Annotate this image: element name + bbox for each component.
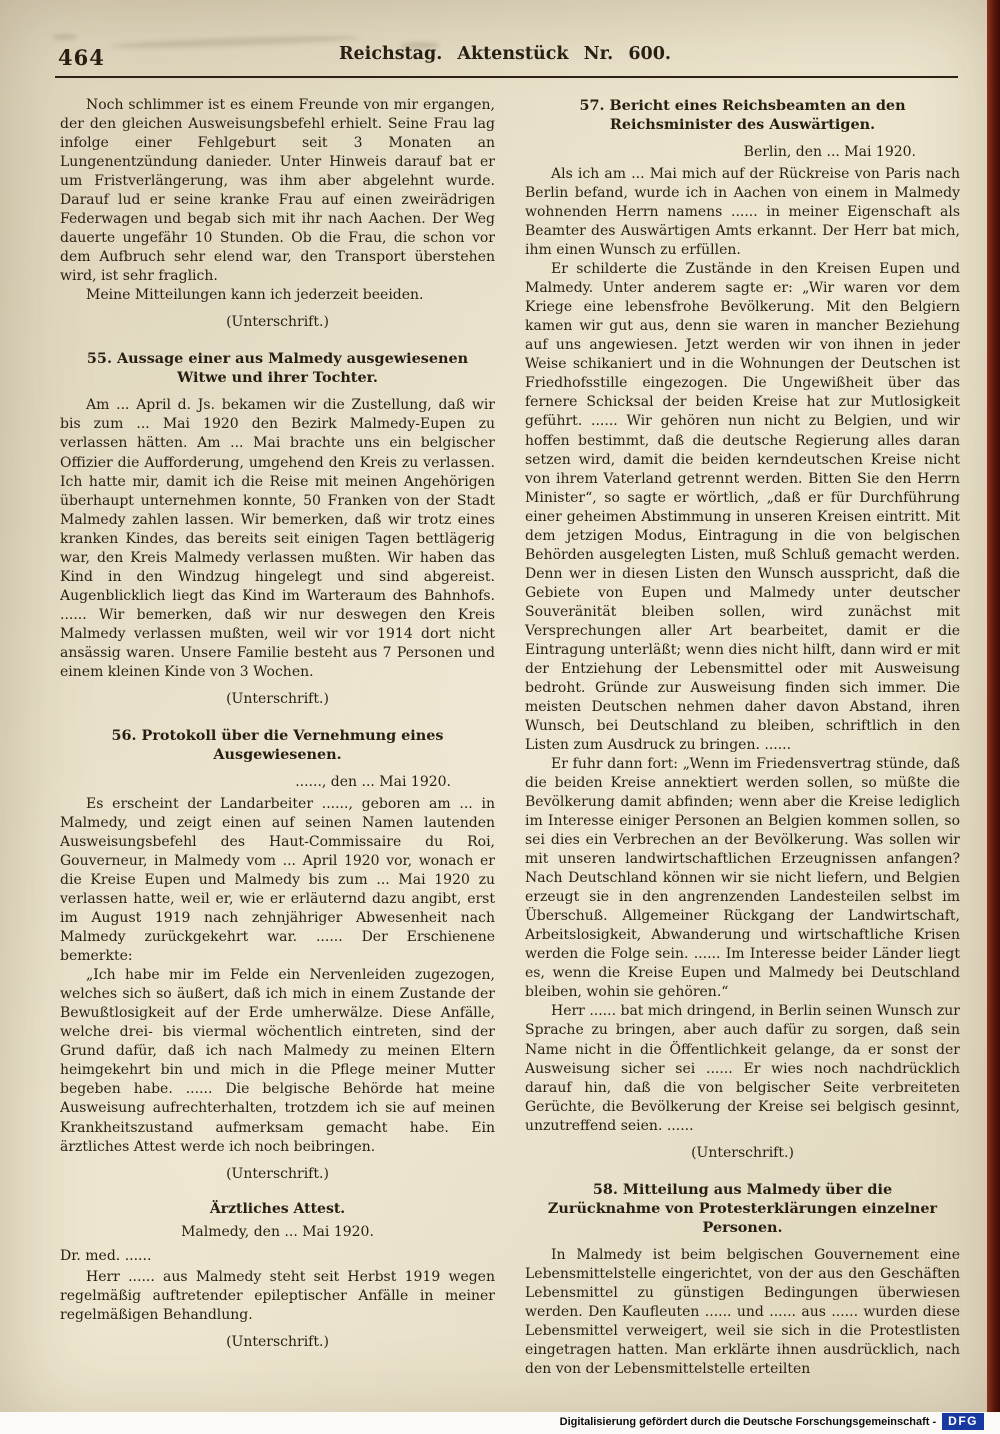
paragraph: Herr ...... bat mich dringend, in Berlin seinen Wunsch zur Sprache zu bringen, aber auch dafür zu sorgen, daß sein Name nicht in die Öffentlichkeit gelange, da er sonst der Ausweisung sicher sei ...... Er wies noch nachdrücklich darauf hin, daß die von belgischer Seite verbreiteten Gerüchte, die Bevölkerung der Kreise sei belgisch gesinnt, unzutreffend seien. ...... (525, 1003, 960, 1134)
section-57-heading: 57. Bericht eines Reichsbeamten an den Reichsminister des Auswärtigen. (579, 97, 906, 134)
paragraph: Als ich am ... Mai mich auf der Rückreise von Paris nach Berlin befand, wurde ich in Aachen von einem in Malmedy wohnenden Herrn namens ...... in meiner Eigenschaft als Beamter des Auswärtigen Amts erkannt. Der Herr bat mich, ihm einen Wunsch zu erfüllen. (525, 166, 960, 259)
signature-line: (Unterschrift.) (226, 690, 329, 707)
dfg-footer (560, 1413, 984, 1430)
content-columns (60, 96, 960, 1398)
section-58-heading: 58. Mitteilung aus Malmedy über die Zurücknahme von Protesterklärungen einzelner Personen. (547, 1180, 938, 1236)
left-column (60, 96, 495, 1398)
signature-line: (Unterschrift.) (226, 1333, 329, 1350)
dateline: ......, den ... Mai 1920. (295, 773, 451, 790)
dateline: Berlin, den ... Mai 1920. (743, 144, 916, 161)
right-column (525, 96, 960, 1398)
paragraph: „Ich habe mir im Felde ein Nervenleiden zugezogen, welches sich so äußert, daß ich mich in einem Zustande der Bewußtlosigkeit auf der Erde umherwälze. Diese Anfälle, welche drei- bis viermal wöchentlich eintreten, sind der Grund dafür, daß ich nach Malmedy zu meinen Eltern heimgekehrt bin und mich in die Pflege meiner Mutter begeben habe. ...... Die belgische Behörde hat meine Ausweisung aufrechterhalten, trotzdem ich sie auf meinen Krankheitszustand aufmerksam gemacht habe. Ein ärztliches Attest werde ich noch beibringen. (60, 967, 495, 1155)
paragraph: Es erscheint der Landarbeiter ......, geboren am ... in Malmedy, und zeigt einen auf seinen Namen lautenden Ausweisungsbefehl des Haut-Commissaire du Roi, Gouverneur, in Malmedy vom ... April 1920 vor, wonach er die Kreise Eupen und Malmedy bis zum ... Mai 1920 zu verlassen hatte, weil er, wie er erläuternd dazu angibt, erst im August 1919 nach zehnjähriger Abwesenheit nach Malmedy zurückgekehrt war. ...... Der Erschienene bemerkte: (60, 795, 495, 965)
dateline: Malmedy, den ... Mai 1920. (181, 1223, 374, 1240)
scan-bottom-strip (0, 1412, 1000, 1434)
footer-text: Digitalisierung gefördert durch die Deutsche Forschungsgemeinschaft - (559, 1415, 937, 1428)
paragraph: Noch schlimmer ist es einem Freunde von mir ergangen, der den gleichen Ausweisungsbefehl erhielt. Seine Frau lag infolge einer Fehlgeburt seit 3 Monaten an Lungenentzündung danieder. Unter Hinweis darauf bat er um Fristverlängerung, was ihm aber abgelehnt wurde. Darauf lud er seine kranke Frau auf einen zweirädrigen Federwagen und begab sich mit ihr nach Aachen. Der Weg dauerte ungefähr 10 Stunden. Ob die Frau, die schon vor dem Aufbruch sehr elend war, den Transport überstehen wird, ist sehr fraglich. (60, 97, 495, 285)
paragraph: Er fuhr dann fort: „Wenn im Friedensvertrag stünde, daß die beiden Kreise annektiert werden sollen, so müßte die Bevölkerung damit abfinden; wenn aber die Kreise lediglich im Interesse einiger Personen an Belgien kommen sollen, so sei dies ein Verbrechen an der Bevölkerung. Was sollen wir mit unseren landwirtschaftlichen Erzeugnissen anfangen? Nach Deutschland können wir sie nicht liefern, und Belgien erzeugt sie in den angrenzenden Landesteilen selbst im Überschuß. Allgemeiner Rückgang der Landwirtschaft, Arbeitslosigkeit, Abwanderung und wirtschaftliche Krisen werden die Folge sein. ...... Im Interesse beider Länder liegt es, wenn die Kreise Eupen und Malmedy bei Deutschland bleiben, wohin sie gehören.“ (525, 756, 960, 1001)
page-header (58, 44, 952, 70)
attest-title: Ärztliches Attest. (209, 1200, 346, 1217)
signature-line: (Unterschrift.) (226, 314, 329, 331)
scan-noise (52, 34, 78, 40)
section-55-heading: 55. Aussage einer aus Malmedy ausgewiesenen Witwe und ihrer Tochter. (86, 350, 469, 387)
scan-edge (987, 0, 1000, 1434)
paragraph: Er schilderte die Zustände in den Kreisen Eupen und Malmedy. Unter anderem sagte er: „Wir waren vor dem Kriege eine lebensfrohe Bevölkerung. Mit den Belgiern kamen wir gut aus, denn sie waren in mancher Beziehung auf uns angewiesen. Jetzt werden wir von ihnen in jeder Weise schikaniert und in die Wohnungen der Deutschen ist Friedhofsstille eingezogen. Die Ungewißheit über das fernere Schicksal der beiden Kreise hat zur Mutlosigkeit geführt. ...... Wir gehören nun nicht zu Belgien, und wir hoffen bestimmt, daß die deutsche Regierung alles daran setzen wird, damit die beiden kerndeutschen Kreise nicht von ihrem Vaterland getrennt werden. Bitten Sie den Herrn Minister“, so sagte er wörtlich, „daß er für Durchführung einer geheimen Abstimmung in unseren Kreisen eintritt. Mit dem jetzigen Modus, Eintragung in die von belgischen Behörden ausgelegten Listen, muß Schluß gemacht werden. Denn wer in diesen Listen den Wunsch ausspricht, daß die Gebiete von Eupen und Malmedy unter deutscher Souveränität bleiben sollen, wird zunächst mit Versprechungen aller Art bearbeitet, damit er die Eintragung unterläßt; wenn dies nicht hilft, dann wird er mit der Entziehung der Lebensmittel oder mit Ausweisung bedroht. Gründe zur Ausweisung finden sich immer. Die meisten Deutschen nehmen daher davon Abstand, ihren Wunsch, bei Deutschland zu bleiben, schriftlich in den Listen zum Ausdruck zu bringen. ...... (525, 261, 960, 753)
doctor-line: Dr. med. ...... (60, 1247, 152, 1264)
paragraph: In Malmedy ist beim belgischen Gouvernement eine Lebensmittelstelle eingerichtet, von der aus den Geschäften Lebensmittel zu günstigen Bedingungen überwiesen werden. Den Kaufleuten ...... und ...... aus ...... wurden diese Lebensmittel verweigert, weil sie sich in die Protestlisten eingetragen hatten. Man erklärte ihnen ausdrücklich, nach den von der Lebensmittelstelle erteilten (525, 1246, 960, 1377)
paragraph: Meine Mitteilungen kann ich jederzeit beeiden. (86, 287, 424, 304)
paragraph: Herr ...... aus Malmedy steht seit Herbst 1919 wegen regelmäßig auftretender epileptischer Anfälle in meiner regelmäßigen Behandlung. (60, 1268, 495, 1323)
signature-line: (Unterschrift.) (691, 1144, 794, 1161)
paragraph: Am ... April d. Js. bekamen wir die Zustellung, daß wir bis zum ... Mai 1920 den Bezirk Malmedy-Eupen zu verlassen hätten. Am ... Mai brachte uns ein belgischer Offizier die Aufforderung, umgehend den Kreis zu verlassen. Ich hatte mir, damit ich die Reise mit meinen Angehörigen überhaupt unternehmen konnte, 50 Franken von der Stadt Malmedy zahlen lassen. Wir bemerken, daß wir trotz eines kranken Kindes, das bereits seit einigen Tagen bettlägerig war, den Kreis Malmedy verlassen mußten. Wir haben das Kind in den Windzug hingelegt und sind abgereist. Augenblicklich liegt das Kind im Warteraum des Bahnhofs. ...... Wir bemerken, daß wir nur deswegen den Kreis Malmedy verlassen mußten, weil wir vor 1914 dort nicht ansässig waren. Unsere Familie besteht aus 7 Personen und einem kleinen Kinde von 3 Wochen. (60, 397, 495, 680)
dfg-logo: DFG (942, 1413, 984, 1430)
header-rule (55, 76, 958, 78)
section-56-heading: 56. Protokoll über die Vernehmung eines Ausgewiesenen. (111, 726, 444, 763)
page-number: 464 (58, 45, 105, 70)
signature-line: (Unterschrift.) (226, 1165, 329, 1182)
header-title: Reichstag. Aktenstück Nr. 600. (339, 44, 671, 64)
